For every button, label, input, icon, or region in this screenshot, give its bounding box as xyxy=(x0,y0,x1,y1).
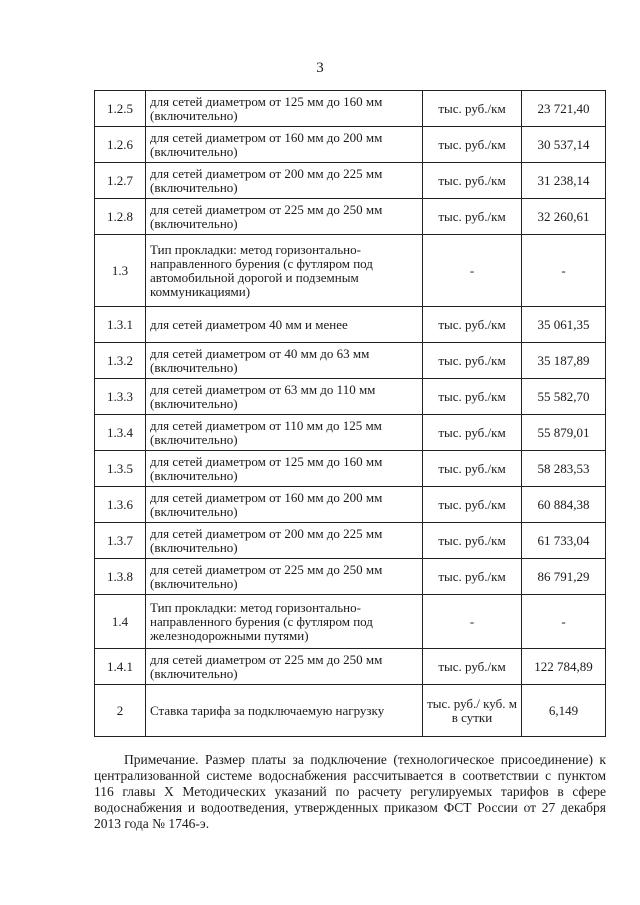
table-row xyxy=(95,163,606,199)
row-code: 1.2.6 xyxy=(95,127,146,163)
row-description: для сетей диаметром от 225 мм до 250 мм (включительно) xyxy=(146,559,423,595)
row-price: 32 260,61 xyxy=(522,199,606,235)
row-description: для сетей диаметром от 160 мм до 200 мм (включительно) xyxy=(146,127,423,163)
table-row xyxy=(95,451,606,487)
row-price: 86 791,29 xyxy=(522,559,606,595)
row-description: для сетей диаметром 40 мм и менее xyxy=(146,307,423,343)
table-row xyxy=(95,523,606,559)
row-description: Тип прокладки: метод горизонтально-направленного бурения (с футляром под автомобильной дорогой и подземным коммуникациями) xyxy=(146,235,423,307)
row-price: - xyxy=(522,235,606,307)
row-price: 30 537,14 xyxy=(522,127,606,163)
row-unit: тыс. руб./км xyxy=(423,343,522,379)
row-unit: тыс. руб./км xyxy=(423,379,522,415)
row-unit: тыс. руб./км xyxy=(423,415,522,451)
row-code: 1.3 xyxy=(95,235,146,307)
table-row xyxy=(95,91,606,127)
row-code: 1.4.1 xyxy=(95,649,146,685)
row-description: для сетей диаметром от 225 мм до 250 мм (включительно) xyxy=(146,199,423,235)
table-row xyxy=(95,595,606,649)
row-price: 61 733,04 xyxy=(522,523,606,559)
table-row xyxy=(95,649,606,685)
tariff-table-body xyxy=(95,91,606,737)
tariff-table xyxy=(94,90,606,737)
row-code: 1.2.8 xyxy=(95,199,146,235)
row-code: 1.3.6 xyxy=(95,487,146,523)
table-row xyxy=(95,235,606,307)
row-description: для сетей диаметром от 225 мм до 250 мм (включительно) xyxy=(146,649,423,685)
row-code: 1.2.7 xyxy=(95,163,146,199)
row-description: для сетей диаметром от 40 мм до 63 мм (включительно) xyxy=(146,343,423,379)
row-code: 1.3.8 xyxy=(95,559,146,595)
row-description: Ставка тарифа за подключаемую нагрузку xyxy=(146,685,423,737)
row-unit: тыс. руб./км xyxy=(423,451,522,487)
row-code: 2 xyxy=(95,685,146,737)
row-description: для сетей диаметром от 200 мм до 225 мм (включительно) xyxy=(146,163,423,199)
row-unit: тыс. руб./км xyxy=(423,199,522,235)
table-row xyxy=(95,415,606,451)
row-unit: тыс. руб./км xyxy=(423,487,522,523)
row-code: 1.3.2 xyxy=(95,343,146,379)
row-price: - xyxy=(522,595,606,649)
row-price: 31 238,14 xyxy=(522,163,606,199)
table-row xyxy=(95,379,606,415)
row-unit: тыс. руб./км xyxy=(423,163,522,199)
row-description: для сетей диаметром от 125 мм до 160 мм (включительно) xyxy=(146,451,423,487)
row-price: 23 721,40 xyxy=(522,91,606,127)
row-code: 1.2.5 xyxy=(95,91,146,127)
table-row xyxy=(95,127,606,163)
row-unit: тыс. руб./км xyxy=(423,91,522,127)
row-price: 58 283,53 xyxy=(522,451,606,487)
row-code: 1.4 xyxy=(95,595,146,649)
row-description: для сетей диаметром от 125 мм до 160 мм (включительно) xyxy=(146,91,423,127)
row-description: Тип прокладки: метод горизонтально-направленного бурения (с футляром под железнодорожными путями) xyxy=(146,595,423,649)
row-unit: - xyxy=(423,235,522,307)
row-unit: - xyxy=(423,595,522,649)
row-price: 35 187,89 xyxy=(522,343,606,379)
table-row xyxy=(95,307,606,343)
row-unit: тыс. руб./км xyxy=(423,523,522,559)
row-price: 35 061,35 xyxy=(522,307,606,343)
row-price: 55 879,01 xyxy=(522,415,606,451)
table-row xyxy=(95,343,606,379)
table-row xyxy=(95,199,606,235)
row-description: для сетей диаметром от 110 мм до 125 мм (включительно) xyxy=(146,415,423,451)
row-unit: тыс. руб./ куб. м в сутки xyxy=(423,685,522,737)
table-row xyxy=(95,487,606,523)
row-price: 6,149 xyxy=(522,685,606,737)
row-description: для сетей диаметром от 160 мм до 200 мм (включительно) xyxy=(146,487,423,523)
row-price: 55 582,70 xyxy=(522,379,606,415)
footnote-note: Примечание. Размер платы за подключение (технологическое присоединение) к централизованной системе водоснабжения рассчитывается в соответствии с пунктом 116 главы X Методических указаний по расчету регулируемых тарифов в сфере водоснабжения и водоотведения, утвержденных приказом ФСТ России от 27 декабря 2013 года № 1746-э. xyxy=(94,752,606,831)
row-code: 1.3.3 xyxy=(95,379,146,415)
row-price: 60 884,38 xyxy=(522,487,606,523)
row-description: для сетей диаметром от 200 мм до 225 мм (включительно) xyxy=(146,523,423,559)
table-row xyxy=(95,685,606,737)
table-row xyxy=(95,559,606,595)
row-description: для сетей диаметром от 63 мм до 110 мм (включительно) xyxy=(146,379,423,415)
row-code: 1.3.7 xyxy=(95,523,146,559)
row-unit: тыс. руб./км xyxy=(423,307,522,343)
row-code: 1.3.1 xyxy=(95,307,146,343)
row-unit: тыс. руб./км xyxy=(423,127,522,163)
row-code: 1.3.4 xyxy=(95,415,146,451)
row-price: 122 784,89 xyxy=(522,649,606,685)
row-unit: тыс. руб./км xyxy=(423,649,522,685)
row-unit: тыс. руб./км xyxy=(423,559,522,595)
row-code: 1.3.5 xyxy=(95,451,146,487)
page-number: 3 xyxy=(316,60,324,76)
